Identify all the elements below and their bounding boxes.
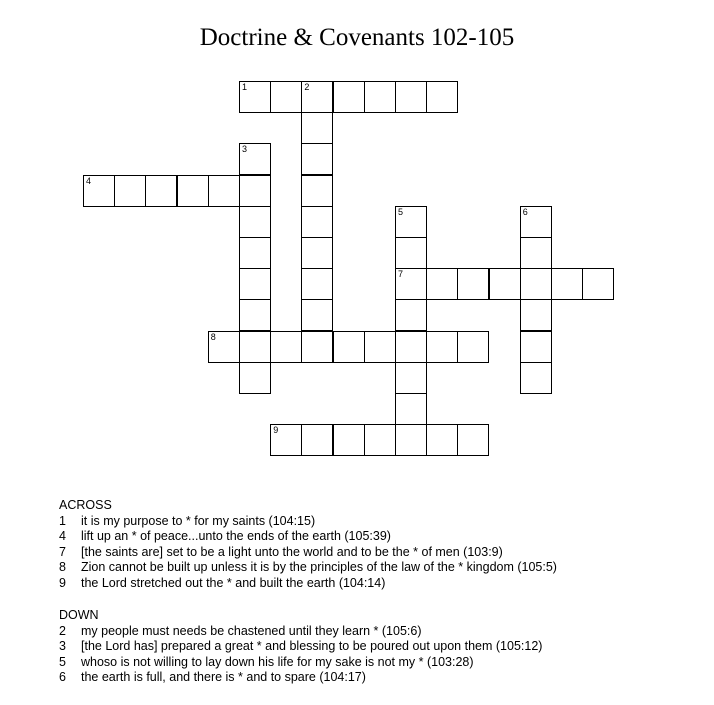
cell-number: 2	[304, 82, 310, 92]
across-clue-7	[59, 545, 557, 561]
grid-cell[interactable]	[301, 112, 333, 144]
grid-cell[interactable]	[83, 175, 115, 207]
grid-cell[interactable]	[520, 299, 552, 331]
grid-cell[interactable]	[239, 268, 271, 300]
grid-cell[interactable]	[489, 268, 521, 300]
puzzle-title: Doctrine & Covenants 102-105	[199, 24, 515, 51]
grid-cell[interactable]	[301, 424, 333, 456]
clue-text: the earth is full, and there is * and to spare (104:17)	[81, 670, 366, 685]
grid-cell[interactable]	[177, 175, 209, 207]
across-clue-9	[59, 576, 557, 592]
clue-text: [the saints are] set to be a light unto the world and to be the * of men (103:9)	[81, 544, 503, 559]
grid-cell[interactable]	[395, 331, 427, 363]
across-clues	[59, 498, 557, 592]
grid-cell[interactable]	[426, 331, 458, 363]
grid-cell[interactable]	[395, 206, 427, 238]
grid-cell[interactable]	[145, 175, 177, 207]
grid-cell[interactable]	[457, 424, 489, 456]
grid-cell[interactable]	[301, 268, 333, 300]
across-clue-4	[59, 529, 557, 545]
grid-cell[interactable]	[270, 331, 302, 363]
cell-number: 8	[210, 331, 216, 342]
clue-number: 8	[59, 560, 66, 575]
grid-cell[interactable]	[208, 331, 240, 363]
grid-cell[interactable]	[301, 331, 333, 363]
grid-cell[interactable]	[270, 424, 302, 456]
grid-cell[interactable]	[395, 268, 427, 300]
cell-number: 4	[86, 175, 92, 186]
grid-cell[interactable]	[301, 206, 333, 238]
grid-cell[interactable]	[239, 362, 271, 394]
grid-cell[interactable]	[395, 81, 427, 113]
grid-cell[interactable]	[426, 268, 458, 300]
grid-cell[interactable]	[239, 206, 271, 238]
grid-cell[interactable]	[395, 299, 427, 331]
clue-number: 9	[59, 575, 66, 590]
across-clue-1	[59, 514, 557, 530]
grid-cell[interactable]	[270, 81, 302, 113]
grid-cell[interactable]	[520, 331, 552, 363]
down-clues	[59, 608, 542, 686]
across-heading: ACROSS	[59, 498, 112, 512]
grid-cell[interactable]	[333, 81, 365, 113]
grid-cell[interactable]	[301, 81, 333, 113]
grid-cell[interactable]	[457, 331, 489, 363]
grid-cell[interactable]	[551, 268, 583, 300]
clue-number: 4	[59, 529, 66, 544]
grid-cell[interactable]	[301, 175, 333, 207]
grid-cell[interactable]	[395, 237, 427, 269]
grid-cell[interactable]	[426, 81, 458, 113]
cell-number: 7	[398, 269, 404, 280]
grid-cell[interactable]	[364, 424, 396, 456]
grid-cell[interactable]	[364, 81, 396, 113]
grid-cell[interactable]	[520, 206, 552, 238]
across-clue-8	[59, 560, 557, 576]
clue-text: Zion cannot be built up unless it is by the principles of the law of the * kingdom (105:5)	[81, 560, 557, 575]
down-clue-3	[59, 639, 542, 655]
grid-cell[interactable]	[520, 362, 552, 394]
clue-number: 3	[59, 639, 66, 654]
cell-number: 3	[242, 144, 248, 155]
down-clue-5	[59, 655, 542, 671]
clue-text: my people must needs be chastened until they learn * (105:6)	[81, 623, 422, 638]
clue-text: the Lord stretched out the * and built the earth (104:14)	[81, 575, 386, 590]
down-heading: DOWN	[59, 608, 99, 622]
down-clue-6	[59, 670, 542, 686]
grid-cell[interactable]	[301, 299, 333, 331]
cell-number: 5	[398, 206, 404, 217]
grid-cell[interactable]	[520, 237, 552, 269]
clue-text: lift up an * of peace...unto the ends of the earth (105:39)	[81, 529, 391, 544]
grid-cell[interactable]	[333, 424, 365, 456]
grid-cell[interactable]	[239, 331, 271, 363]
grid-cell[interactable]	[239, 81, 271, 113]
grid-cell[interactable]	[239, 175, 271, 207]
grid-cell[interactable]	[395, 424, 427, 456]
cell-number: 1	[242, 82, 248, 92]
grid-cell[interactable]	[364, 331, 396, 363]
grid-cell[interactable]	[395, 362, 427, 394]
clue-number: 6	[59, 670, 66, 685]
grid-cell[interactable]	[395, 393, 427, 425]
clue-number: 1	[59, 513, 66, 528]
clue-text: it is my purpose to * for my saints (104:15)	[81, 513, 316, 528]
cell-number: 9	[273, 425, 279, 436]
clue-text: whoso is not willing to lay down his life for my sake is not my * (103:28)	[81, 654, 474, 669]
cell-number: 6	[522, 206, 528, 217]
grid-cell[interactable]	[239, 237, 271, 269]
clue-number: 5	[59, 654, 66, 669]
grid-cell[interactable]	[301, 237, 333, 269]
grid-cell[interactable]	[457, 268, 489, 300]
grid-cell[interactable]	[239, 143, 271, 175]
grid-cell[interactable]	[582, 268, 614, 300]
grid-cell[interactable]	[520, 268, 552, 300]
grid-cell[interactable]	[426, 424, 458, 456]
clue-number: 2	[59, 623, 66, 638]
grid-cell[interactable]	[333, 331, 365, 363]
grid-cell[interactable]	[239, 299, 271, 331]
clue-text: [the Lord has] prepared a great * and blessing to be poured out upon them (105:12)	[81, 639, 543, 654]
clue-number: 7	[59, 544, 66, 559]
grid-cell[interactable]	[114, 175, 146, 207]
grid-cell[interactable]	[208, 175, 240, 207]
down-clue-2	[59, 624, 542, 640]
grid-cell[interactable]	[301, 143, 333, 175]
